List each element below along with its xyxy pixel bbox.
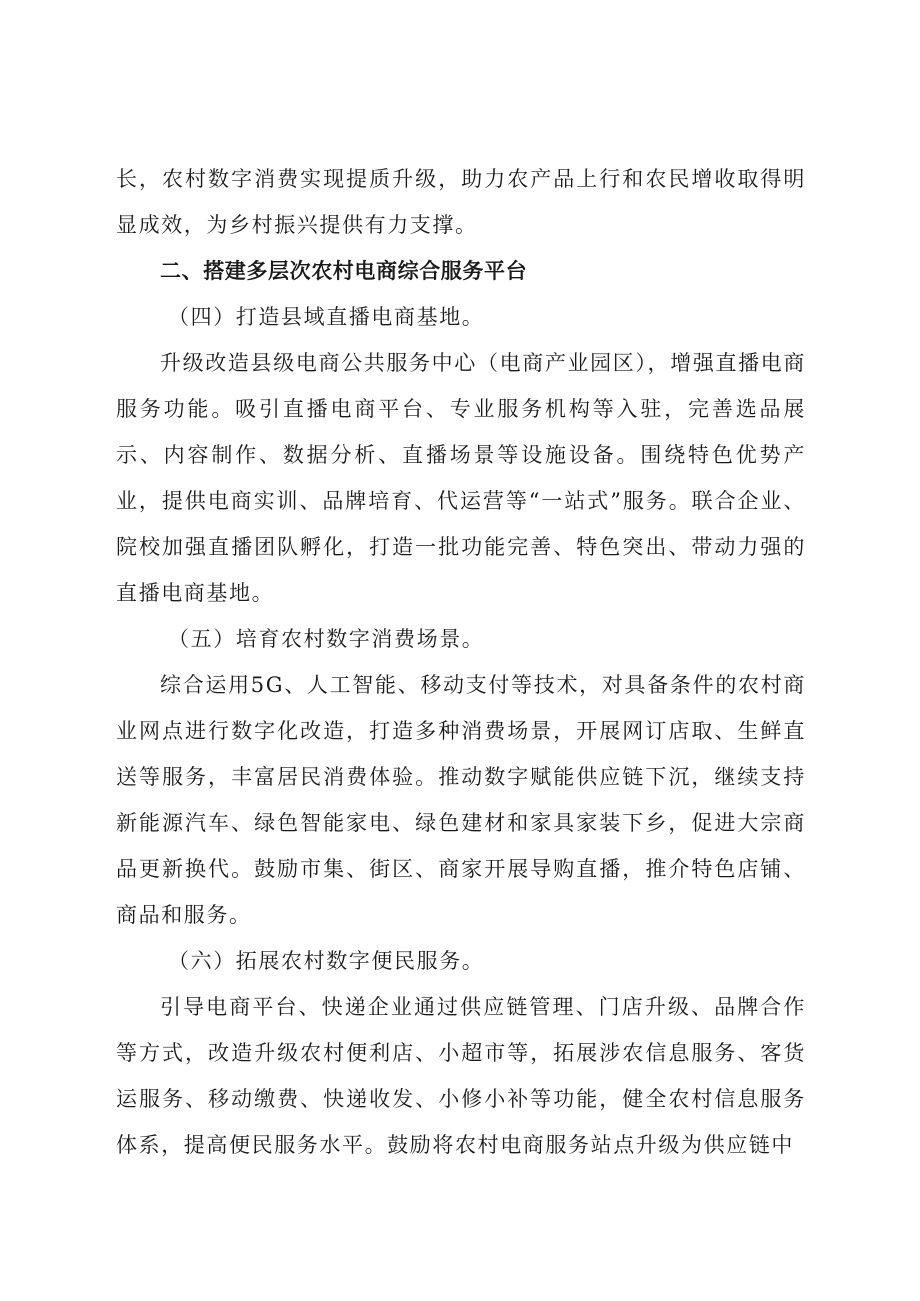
subheading-6: （六）拓展农村数字便民服务。 [168, 949, 485, 973]
document-body [116, 156, 806, 1168]
paragraph-6: 引导电商平台、快递企业通过供应链管理、门店升级、品牌合作等方式，改造升级农村便利店、小超市等，拓展涉农信息服务、客货运服务、移动缴费、快递收发、小修小补等功能，健全农村信息服务体系，提高便民服务水平。鼓励将农村电商服务站点升级为供应链中 [116, 995, 806, 1157]
paragraph-4: 升级改造县级电商公共服务中心（电商产业园区），增强直播电商服务功能。吸引直播电商平台、专业服务机构等入驻，完善选品展示、内容制作、数据分析、直播场景等设施设备。围绕特色优势产业，提供电商实训、品牌培育、代运营等“一站式”服务。联合企业、院校加强直播团队孵化，打造一批功能完善、特色突出、带动力强的直播电商基地。 [116, 351, 806, 605]
paragraph-5: 综合运用5G、人工智能、移动支付等技术，对具备条件的农村商业网点进行数字化改造，打造多种消费场景，开展网订店取、生鲜直送等服务，丰富居民消费体验。推动数字赋能供应链下沉，继续支持新能源汽车、绿色智能家电、绿色建材和家具家装下乡，促进大宗商品更新换代。鼓励市集、街区、商家开展导购直播，推介特色店铺、商品和服务。 [116, 673, 806, 927]
section-heading-2: 二、搭建多层次农村电商综合服务平台 [160, 259, 528, 283]
subheading-5: （五）培育农村数字消费场景。 [168, 627, 485, 651]
subheading-4: （四）打造县域直播电商基地。 [168, 305, 485, 329]
paragraph-continuation: 长，农村数字消费实现提质升级，助力农产品上行和农民增收取得明显成效，为乡村振兴提供有力支撑。 [116, 167, 806, 237]
